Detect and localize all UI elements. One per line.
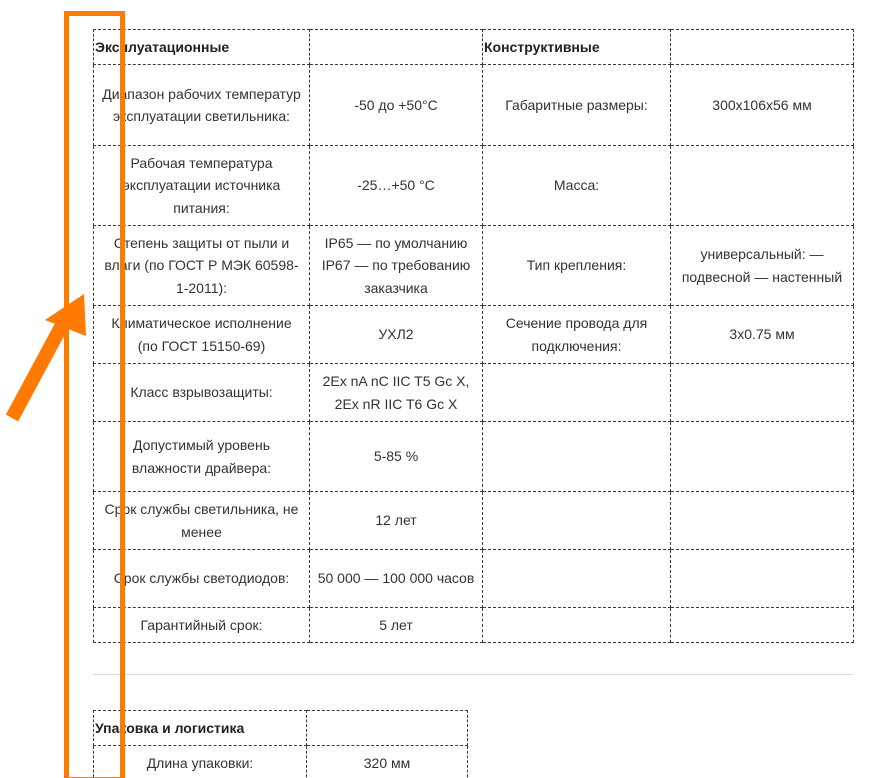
spec-label [483, 492, 671, 550]
spec-label: Климатическое исполнение (по ГОСТ 15150-69) [94, 306, 310, 364]
table-row [94, 608, 854, 643]
spec-value [671, 364, 854, 422]
spec-value: универсальный: — подвесной — настенный [671, 226, 854, 306]
table-row [94, 550, 854, 608]
spec-label: Допустимый уровень влажности драйвера: [94, 422, 310, 492]
header-empty-cell [307, 711, 468, 746]
table-row [94, 226, 854, 306]
table-header-row [94, 711, 468, 746]
header-empty-cell [310, 30, 483, 65]
spec-value: -50 до +50°C [310, 65, 483, 146]
table-row [94, 492, 854, 550]
spec-value: 300х106х56 мм [671, 65, 854, 146]
table-header-row [94, 30, 854, 65]
table-row [94, 65, 854, 146]
spec-label: Гарантийный срок: [94, 608, 310, 643]
spec-label: Срок службы светодиодов: [94, 550, 310, 608]
spec-value: 320 мм [307, 746, 468, 778]
table-row [94, 422, 854, 492]
spec-label: Габаритные размеры: [483, 65, 671, 146]
spec-label: Диапазон рабочих температур эксплуатации светильника: [94, 65, 310, 146]
header-packaging: Упаковка и логистика [94, 711, 307, 746]
spec-label: Срок службы светильника, не менее [94, 492, 310, 550]
spec-value: 50 000 — 100 000 часов [310, 550, 483, 608]
spec-value: IP65 — по умолчанию IP67 — по требованию заказчика [310, 226, 483, 306]
section-divider [93, 674, 853, 675]
spec-label: Класс взрывозащиты: [94, 364, 310, 422]
spec-label: Тип крепления: [483, 226, 671, 306]
spec-value: 5-85 % [310, 422, 483, 492]
pointer-arrow-icon [0, 290, 100, 440]
table-row [94, 364, 854, 422]
spec-label: Сечение провода для подключения: [483, 306, 671, 364]
spec-value [671, 550, 854, 608]
spec-value [671, 422, 854, 492]
spec-value: 12 лет [310, 492, 483, 550]
specs-table [93, 29, 854, 643]
spec-label: Длина упаковки: [94, 746, 307, 778]
packaging-table [93, 710, 468, 778]
spec-value: 2Ex nA nC IIC T5 Gc X, 2Ex nR IIC T6 Gc X [310, 364, 483, 422]
spec-value: 5 лет [310, 608, 483, 643]
spec-label: Рабочая температура эксплуатации источника питания: [94, 146, 310, 226]
table-row [94, 146, 854, 226]
spec-value [671, 146, 854, 226]
spec-value: 3х0.75 мм [671, 306, 854, 364]
spec-label [483, 550, 671, 608]
spec-value: УХЛ2 [310, 306, 483, 364]
spec-label [483, 364, 671, 422]
table-row [94, 306, 854, 364]
header-constructive: Конструктивные [483, 30, 671, 65]
spec-value: -25…+50 °C [310, 146, 483, 226]
spec-value [671, 608, 854, 643]
header-operational: Эксплуатационные [94, 30, 310, 65]
spec-label: Масса: [483, 146, 671, 226]
spec-label: Степень защиты от пыли и влаги (по ГОСТ Р МЭК 60598-1-2011): [94, 226, 310, 306]
table-row [94, 746, 468, 778]
spec-value [671, 492, 854, 550]
spec-label [483, 608, 671, 643]
header-empty-cell [671, 30, 854, 65]
spec-label [483, 422, 671, 492]
